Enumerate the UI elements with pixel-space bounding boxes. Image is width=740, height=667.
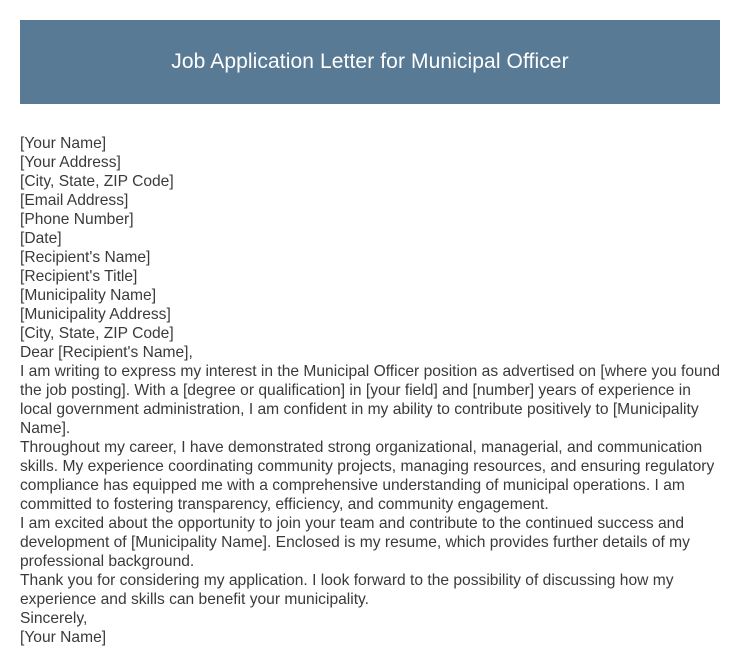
letter-body	[20, 134, 724, 647]
salutation: Dear [Recipient's Name],	[20, 344, 193, 361]
sender-name: [Your Name]	[20, 135, 107, 152]
paragraph-opportunity: I am excited about the opportunity to join your team and contribute to the continued success and development of [Municipality Name]. Enclosed is my resume, which provides further details of my professional background.	[20, 515, 690, 570]
recipient-city-state-zip: [City, State, ZIP Code]	[20, 325, 174, 342]
page-title: Job Application Letter for Municipal Officer	[171, 50, 569, 73]
signature: [Your Name]	[20, 629, 107, 646]
recipient-address: [Municipality Address]	[20, 306, 171, 323]
sender-city-state-zip: [City, State, ZIP Code]	[20, 173, 174, 190]
closing: Sincerely,	[20, 610, 88, 627]
recipient-title: [Recipient's Title]	[20, 268, 138, 285]
paragraph-intro: I am writing to express my interest in the Municipal Officer position as advertised on [where you found the job posting]. With a [degree or qualification] in [your field] and [number] years of experience in local government administration, I am confident in my ability to contribute positively to [Municipality Name].	[20, 363, 721, 437]
paragraph-thanks: Thank you for considering my application. I look forward to the possibility of discussing how my experience and skills can benefit your municipality.	[20, 572, 674, 608]
letter-date: [Date]	[20, 230, 62, 247]
sender-email: [Email Address]	[20, 192, 129, 209]
letter-header	[20, 20, 720, 104]
sender-address: [Your Address]	[20, 154, 121, 171]
recipient-name: [Recipient's Name]	[20, 249, 151, 266]
paragraph-experience: Throughout my career, I have demonstrated strong organizational, managerial, and communication skills. My experience coordinating community projects, managing resources, and ensuring regulatory compliance has equipped me with a comprehensive understanding of municipal operations. I am committed to fostering transparency, efficiency, and community engagement.	[20, 439, 715, 513]
sender-phone: [Phone Number]	[20, 211, 134, 228]
recipient-municipality: [Municipality Name]	[20, 287, 157, 304]
